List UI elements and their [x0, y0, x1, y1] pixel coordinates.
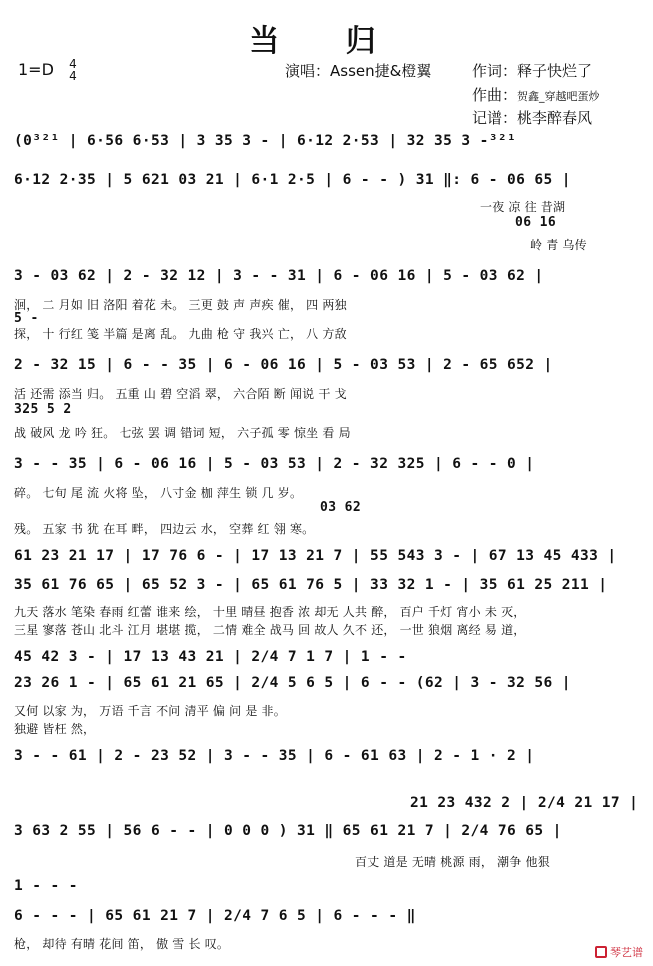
lyric-line: 碎。 七旬 尾 流 火将 坠， 八寸金 枷 萍生 锁 几 岁。: [14, 486, 303, 500]
melody-line: 35 61 76 65 | 65 52 3 - | 65 61 76 5 | 33 32 1 - | 35 61 25 211 |: [14, 577, 608, 593]
key-signature: 1=D: [18, 60, 54, 79]
time-signature-bottom: 4: [69, 69, 77, 83]
lyric-line: 九天 落水 笔染 春雨 红蕾 谁来 绘， 十里 晴昼 抱香 浓 却无 人共 醉， 百户 千灯 宵小 未 灭，: [14, 605, 526, 619]
composer-label: 作曲：: [472, 86, 518, 104]
lyric-line: 残。 五家 书 犹 在耳 畔， 四边云 水， 空葬 红 翎 寒。: [14, 522, 315, 536]
alternate-notes-line: 06 16: [515, 215, 557, 230]
melody-line: 3 63 2 55 | 56 6 - - | 0 0 0 ) 31 ‖ 65 61 21 7 | 2/4 76 65 |: [14, 823, 562, 839]
composer-name: 贺鑫_穿越吧蛋炒: [517, 90, 600, 103]
song-title: 当 归: [249, 24, 404, 59]
melody-line: 3 - - 61 | 2 - 23 52 | 3 - - 35 | 6 - 61 63 | 2 - 1 · 2 |: [14, 748, 535, 764]
melody-line: 21 23 432 2 | 2/4 21 17 |: [410, 795, 639, 811]
lyric-line: 战 破风 龙 吟 狂。 七弦 罢 调 错词 短， 六子孤 零 惊坐 看 局: [14, 426, 351, 440]
watermark: [595, 944, 643, 960]
lyric-line: 洄， 二 月如 旧 洛阳 着花 未。 三更 鼓 声 声疾 催， 四 两独: [14, 298, 347, 312]
lyric-line: 岭 青 乌传: [530, 238, 587, 252]
alternate-notes-line: 325 5 2: [14, 402, 72, 417]
melody-line: 3 - - 35 | 6 - 06 16 | 5 - 03 53 | 2 - 32 325 | 6 - - 0 |: [14, 456, 535, 472]
watermark-text: 琴艺谱: [610, 946, 643, 959]
alternate-notes-line: 5 -: [14, 311, 39, 326]
singer-credit: 演唱：Assen捷&橙翼: [285, 62, 432, 80]
lyric-line: 三星 寥落 苍山 北斗 江月 堪堪 揽， 二情 难全 战马 回 故人 久不 还， 一世 狼烟 离经 易 道，: [14, 623, 526, 637]
melody-line: 3 - 03 62 | 2 - 32 12 | 3 - - 31 | 6 - 06 16 | 5 - 03 62 |: [14, 268, 544, 284]
melody-line: 2 - 32 15 | 6 - - 35 | 6 - 06 16 | 5 - 03 53 | 2 - 65 652 |: [14, 357, 553, 373]
composer-credit: [472, 84, 600, 105]
time-signature-top: 4: [69, 57, 77, 71]
lyric-line: 独避 皆枉 然，: [14, 722, 96, 736]
melody-line: 23 26 1 - | 65 61 21 65 | 2/4 5 6 5 | 6 - - (62 | 3 - 32 56 |: [14, 675, 571, 691]
lyric-line: 活 还需 添当 归。 五重 山 碧 空滔 翠， 六合陌 断 闻说 干 戈: [14, 387, 347, 401]
lyric-line: 探， 十 行红 笺 半篇 是离 乱。 九曲 枪 守 我兴 亡， 八 方敌: [14, 327, 347, 341]
melody-line: 6 - - - | 65 61 21 7 | 2/4 7 6 5 | 6 - - - ‖: [14, 908, 416, 924]
lyric-line: 又何 以家 为， 万语 千言 不问 清平 偏 问 是 非。: [14, 704, 286, 718]
alternate-notes-line: 03 62: [320, 500, 362, 515]
transcriber-credit: 记谱：桃李醉春风: [472, 109, 593, 127]
watermark-logo-icon: [595, 946, 607, 958]
melody-line: 1 - - -: [14, 878, 78, 894]
lyricist-credit: 作词：释子快烂了: [472, 62, 593, 80]
melody-line: 61 23 21 17 | 17 76 6 - | 17 13 21 7 | 55 543 3 - | 67 13 45 433 |: [14, 548, 617, 564]
lyric-line: 枪， 却待 有晴 花间 笛， 傲 雪 长 叹。: [14, 937, 230, 951]
melody-line: (0³²¹ | 6·56 6·53 | 3 35 3 - | 6·12 2·53 | 32 35 3 -³²¹: [14, 133, 517, 149]
melody-line: 6·12 2·35 | 5 621 03 21 | 6·1 2·5 | 6 - - ) 31 ‖: 6 - 06 65 |: [14, 172, 571, 188]
lyric-line: 一夜 凉 往 昔湖: [480, 200, 566, 214]
time-signature: [66, 58, 80, 82]
lyric-line: 百丈 道是 无晴 桃源 雨， 潮争 他狠: [355, 855, 550, 869]
melody-line: 45 42 3 - | 17 13 43 21 | 2/4 7 1 7 | 1 - -: [14, 649, 407, 665]
